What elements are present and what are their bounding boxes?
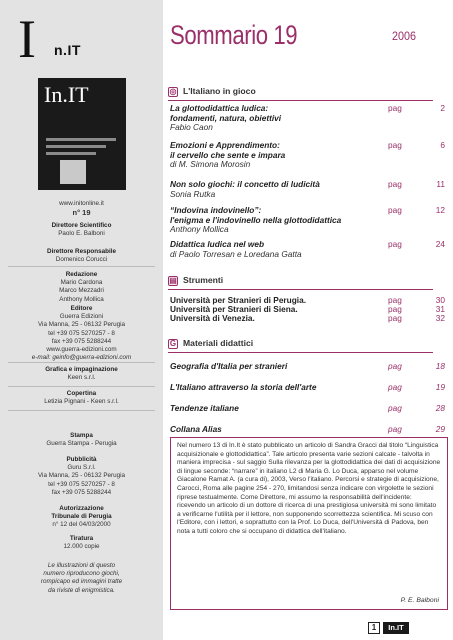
toc-entry[interactable]: Tendenze italiane pag 28	[170, 403, 445, 413]
footer-brand: In.IT	[383, 622, 409, 634]
credit-direttore-scientifico: Direttore Scientifico Paolo E. Balboni	[51, 222, 112, 238]
masthead-sidebar	[0, 0, 163, 640]
editorial-note-text: Nel numero 13 di In.It è stato pubblicato un articolo di Sandra Gracci dal titolo “Linguistica acquisizionale e glottodidattica”. Tale articolo presenta varie sezioni calcate - talvolta in maniera imprecisa - sul saggio Sulla rilevanza per la glottodidattica dei dati di acquisizione di lingue seconde: “narrare” in italiano L2 di Maria G. Lo Duca, apparso nel volume Giacalone Ramat A. (a cura di), 2003, Verso l'italiano. Percorsi e strategie di acquisizione, Carocci, Roma alle pagine 254 - 270, limitandosi senza indicare con virgolette le sezioni riprese testualmente. Come Direttore, mi assumo la responsabilità dell'incidente: ricevendo un articolo di un dottore di ricerca di una prestigiosa università mi sono limitato a verificarne l'utilità per il lettore, non supponendo scorrettezza scientifica. Mi scuso con l'Editore, con i lettori, e soprattutto con la Prof. Lo Duca, dell'Università di Padova, ben nota a tutti coloro che si occupano di didattica dell'italiano.	[177, 442, 441, 535]
section-label: Strumenti	[183, 275, 224, 285]
toc-entry[interactable]: Collana Alias pag 29	[170, 424, 445, 434]
editorial-signature: P. E. Balboni	[400, 597, 439, 605]
credit-stampa: Stampa Guerra Stampa - Perugia	[46, 432, 117, 448]
credit-tiratura: Tiratura 12.000 copie	[63, 535, 100, 551]
section-header-strumenti	[168, 275, 433, 290]
credit-direttore-responsabile: Direttore Responsabile Domenico Corucci	[47, 248, 116, 264]
magazine-logo	[18, 9, 146, 69]
toc-entry[interactable]: Non solo giochi: il concetto di ludicità Sonia Rutka pag 11	[170, 179, 445, 199]
credit-redazione: Redazione Mario Cardona Marco Mezzadri Anthony Mollica	[59, 271, 104, 303]
section-header-materiali-didattici	[168, 338, 433, 353]
credit-pubblicita: Pubblicità Guru S.r.l. Via Manna, 25 - 06132 Perugia tel +39 075 5270257 - 8 fax +39 075 5288244	[37, 456, 126, 496]
section-label: Materiali didattici	[183, 338, 254, 348]
strumenti-icon: ▤	[169, 276, 177, 285]
section-label: L'Italiano in gioco	[183, 86, 256, 96]
section-header-italiano-in-gioco	[168, 86, 433, 101]
logo-text: n.IT	[54, 42, 81, 58]
toc-entry[interactable]: Didattica ludica nel web di Paolo Torresan e Loredana Gatta pag 24	[170, 239, 445, 259]
cover-puzzle-image	[60, 160, 86, 184]
toc-entry[interactable]: Università per Stranieri di Perugia. pag 30	[170, 295, 445, 305]
gioco-icon: ◎	[169, 87, 177, 96]
illustrations-note: Le illustrazioni di questo numero riproducono giochi, rompicapo ed immagini tratte da riviste di enigmistica.	[40, 562, 123, 594]
cover-title: In.IT	[44, 82, 89, 107]
toc-entry[interactable]: Università per Stranieri di Siena. pag 31	[170, 304, 445, 314]
cover-thumbnail	[38, 78, 126, 190]
materiali-icon: G	[169, 339, 177, 348]
editorial-note-box	[170, 437, 448, 610]
issue-year: 2006	[392, 29, 417, 43]
credit-copertina: Copertina Letizia Pignani - Keen s.r.l.	[44, 390, 119, 406]
toc-entry[interactable]: Università di Venezia. pag 32	[170, 313, 445, 323]
page-number: 1	[368, 622, 380, 634]
toc-entry[interactable]: Geografia d'Italia per stranieri pag 18	[170, 361, 445, 371]
toc-entry[interactable]: “Indovina indovinello”: l'enigma e l'indovinello nella glottodidattica Anthony Mollica pag 12	[170, 205, 445, 235]
toc-entry[interactable]: La glottodidattica ludica: fondamenti, natura, obiettivi Fabio Caon pag 2	[170, 103, 445, 133]
issue-number: n° 19	[72, 208, 91, 217]
toc-entry[interactable]: Emozioni e Apprendimento: il cervello che sente e impara di M. Simona Morosin pag 6	[170, 140, 445, 170]
toc-entry[interactable]: L'Italiano attraverso la storia dell'arte pag 19	[170, 382, 445, 392]
page-title: Sommario 19	[170, 20, 298, 50]
credit-editore: Editore Guerra Edizioni Via Manna, 25 - 06132 Perugia tel +39 075 5270257 - 8 fax +39 075 5288244 www.guerra-edizioni.com e-mail: geinfo@guerra-edizioni.com	[31, 305, 132, 362]
credit-autorizzazione: Autorizzazione Tribunale di Perugia n° 12 del 04/03/2000	[51, 505, 112, 529]
website-text: www.initonline.it	[59, 200, 104, 207]
credit-grafica: Grafica e impaginazione Keen s.r.l.	[45, 366, 118, 382]
logo-letter: I	[18, 9, 36, 69]
